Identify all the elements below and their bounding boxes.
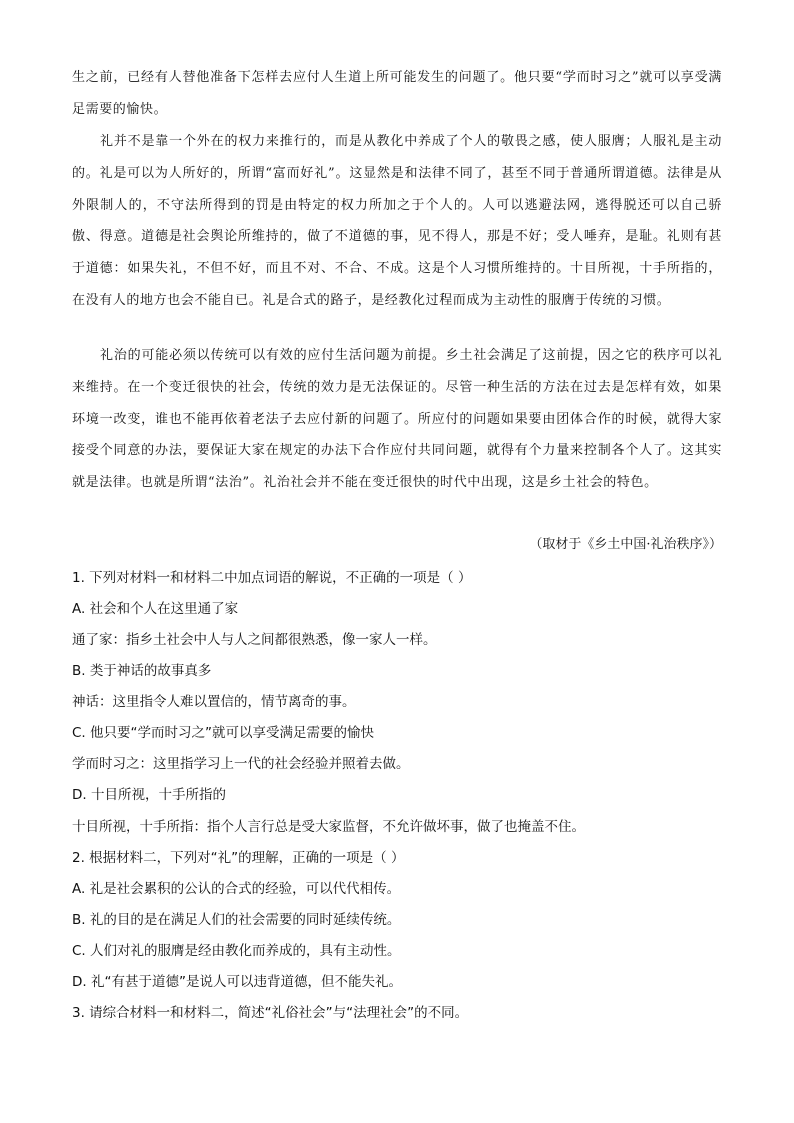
question-2-option-c: C. 人们对礼的服膺是经由教化而养成的，具有主动性。 (72, 943, 401, 959)
question-1-option-d-explanation: 十目所视，十手所指：指个人言行总是受大家监督，不允许做坏事，做了也掩盖不住。 (72, 819, 585, 835)
passage-source: （取材于《乡土中国·礼治秩序》） (529, 537, 722, 552)
passage-paragraph-3: 礼治的可能必须以传统可以有效的应付生活问题为前提。乡土社会满足了这前提，因之它的秩序可以礼来维持。在一个变迁很快的社会，传统的效力是无法保证的。尽管一种生活的方法在过去是怎样有效，如果环境一改变，谁也不能再依着老法子去应付新的问题了。所应付的问题如果要由团体合作的时候，就得大家接受个同意的办法，要保证大家在规定的办法下合作应付共同问题，就得有个力量来控制各个人了。这其实就是法律。也就是所谓“法治”。礼治社会并不能在变迁很快的时代中出现，这是乡土社会的特色。 (72, 348, 722, 491)
question-1-option-a-explanation: 通了家：指乡土社会中人与人之间都很熟悉，像一家人一样。 (72, 632, 437, 648)
question-3-stem: 3. 请综合材料一和材料二，简述“礼俗社会”与“法理社会”的不同。 (72, 1005, 469, 1021)
question-1-option-d: D. 十目所视，十手所指的 (72, 787, 226, 803)
question-1-option-c: C. 他只要“学而时习之”就可以享受满足需要的愉快 (72, 725, 374, 741)
question-1-stem: 1. 下列对材料一和材料二中加点词语的解说，不正确的一项是（ ） (72, 570, 472, 586)
question-1-option-b: B. 类于神话的故事真多 (72, 663, 212, 679)
passage-paragraph-1: 生之前，已经有人替他准备下怎样去应付人生道上所可能发生的问题了。他只要“学而时习之”就可以享受满足需要的愉快。 (72, 70, 722, 117)
question-1-option-b-explanation: 神话：这里指令人难以置信的，情节离奇的事。 (72, 694, 356, 710)
question-1-option-a: A. 社会和个人在这里通了家 (72, 601, 239, 617)
passage-paragraph-2: 礼并不是靠一个外在的权力来推行的，而是从教化中养成了个人的敬畏之感，使人服膺；人服礼是主动的。礼是可以为人所好的，所谓“富而好礼”。这显然是和法律不同了，甚至不同于普通所谓道德。法律是从外限制人的，不守法所得到的罚是由特定的权力所加之于个人的。人可以逃避法网，逃得脱还可以自己骄傲、得意。道德是社会舆论所维持的，做了不道德的事，见不得人，那是不好；受人唾弃，是耻。礼则有甚于道德：如果失礼，不但不好，而且不对、不合、不成。这是个人习惯所维持的。十目所视，十手所指的，在没有人的地方也会不能自已。礼是合式的路子，是经教化过程而成为主动性的服膺于传统的习惯。 (72, 134, 722, 308)
question-2-option-d: D. 礼“有甚于道德”是说人可以违背道德，但不能失礼。 (72, 974, 402, 990)
question-1-option-c-explanation: 学而时习之：这里指学习上一代的社会经验并照着去做。 (72, 756, 410, 772)
question-2-option-a: A. 礼是社会累积的公认的合式的经验，可以代代相传。 (72, 881, 401, 897)
question-2-option-b: B. 礼的目的是在满足人们的社会需要的同时延续传统。 (72, 912, 401, 928)
question-2-stem: 2. 根据材料二，下列对“礼”的理解，正确的一项是（ ） (72, 850, 405, 866)
